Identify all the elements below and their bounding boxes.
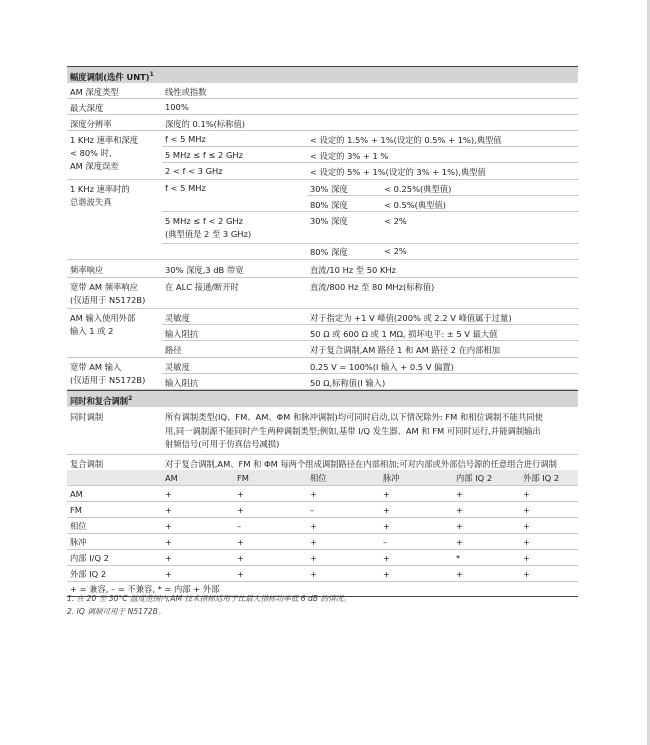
row-harmonic-distortion [67, 180, 578, 260]
row-am-external-input [67, 309, 578, 358]
matrix-cell: + [307, 486, 380, 502]
row-wideband-response [67, 278, 578, 309]
param: 输入阻抗 [165, 329, 199, 339]
row-label [70, 183, 130, 209]
param: 灵敏度 [165, 362, 190, 372]
table-row [67, 566, 578, 582]
text-line: 用,同一调制源不能同时产生两种调制类型;例如,基带 I/Q 发生器、AM 和 FM 可同时运行,并能调制输出 [165, 425, 541, 436]
sub-row [162, 325, 578, 341]
distortion-value: < 0.25%(典型值) [384, 184, 452, 194]
row-depth-resolution [67, 115, 578, 131]
section-title: 同时和复合调制 [70, 395, 129, 406]
footnote: 2. IQ 调制可用于 N5172B。 [67, 607, 166, 616]
text-line: 所有调制类型(IQ、FM、AM、ΦM 和脉冲调制)均可同时启动,以下情况除外: FM 和相位调制不能共同使 [165, 412, 543, 422]
row-composite-modulation [67, 455, 578, 470]
row-label: 同时调制 [70, 412, 104, 422]
sub-row [162, 358, 578, 374]
param: 路径 [165, 345, 182, 355]
section-header-am [67, 66, 578, 83]
matrix-header-row [67, 470, 578, 486]
freq-range: f < 5 MHz [165, 183, 206, 193]
matrix-cell: – [380, 534, 453, 550]
matrix-cell: + [520, 486, 578, 502]
label-line: AM 深度误差 [70, 161, 119, 171]
label-line: 宽带 AM 频率响应 [70, 282, 138, 292]
row-label [70, 281, 145, 307]
sub-row [162, 196, 578, 211]
row-value: 对于复合调制,AM、FM 和 ΦM 每两个组成调制路径在内部相加;可对内部或外部信号源的任意组合进行调制 [165, 459, 557, 469]
param-value: 0.25 V = 100%(I 输入 + 0.5 V 偏置) [310, 362, 454, 372]
matrix-row-label: 内部 I/Q 2 [67, 550, 162, 566]
compatibility-matrix [67, 470, 578, 582]
matrix-cell: + [520, 566, 578, 582]
sub-row [162, 341, 578, 356]
label-line: 1 KHz 速率和深度 [70, 135, 139, 145]
sub-row [162, 180, 578, 195]
matrix-cell: + [234, 550, 307, 566]
accuracy-value: < 设定的 3% + 1 % [310, 151, 389, 161]
matrix-cell: + [234, 502, 307, 518]
matrix-cell: + [380, 518, 453, 534]
row-label [70, 312, 135, 338]
label-line: 总谐波失真 [70, 197, 112, 207]
depth: 80% 深度 [310, 247, 348, 257]
matrix-cell: + [520, 518, 578, 534]
table-row [67, 502, 578, 518]
matrix-cell: + [234, 534, 307, 550]
param-value: 50 Ω 或 600 Ω 或 1 MΩ, 损坏电平: ± 5 V 最大值 [310, 329, 498, 339]
sub-row [162, 212, 578, 242]
row-label: 复合调制 [70, 459, 104, 469]
table-row [67, 550, 578, 566]
row-label: 频率响应 [70, 265, 104, 275]
matrix-row-label: 外部 IQ 2 [67, 566, 162, 582]
row-am-depth-type [67, 83, 578, 99]
freq-range: 5 MHz ≤ f ≤ 2 GHz [165, 150, 243, 160]
row-value: 30% 深度,3 dB 带宽 [165, 265, 244, 275]
row-frequency-response [67, 260, 578, 278]
matrix-cell: + [162, 566, 234, 582]
matrix-cell: + [453, 502, 520, 518]
row-simultaneous-modulation [67, 407, 578, 455]
label-line: 输入 1 或 2 [70, 326, 114, 336]
matrix-cell: + [307, 550, 380, 566]
row-value [165, 411, 543, 452]
sub-row [162, 163, 578, 178]
table-row [67, 486, 578, 502]
param-value: 50 Ω,标称值(I 输入) [310, 378, 386, 388]
matrix-cell: * [453, 550, 520, 566]
matrix-header-cell: 相位 [307, 470, 380, 486]
matrix-row-label: 相位 [67, 518, 162, 534]
matrix-cell: + [453, 486, 520, 502]
row-am-depth-error [67, 131, 578, 180]
sub-row [162, 131, 578, 147]
sub-row [162, 244, 578, 259]
label-line: < 80% 时, [70, 148, 112, 158]
matrix-row-label: 脉冲 [67, 534, 162, 550]
footnotes [67, 592, 351, 618]
row-label: 深度分辨率 [70, 119, 112, 129]
matrix-row-label: AM [67, 486, 162, 502]
footnote-ref: 1 [149, 71, 154, 78]
row-value-2: 直流/10 Hz 至 50 KHz [310, 265, 396, 275]
matrix-cell: + [520, 550, 578, 566]
table-row [67, 534, 578, 550]
param: 灵敏度 [165, 313, 190, 323]
matrix-cell: + [234, 566, 307, 582]
depth: 30% 深度 [310, 216, 348, 226]
matrix-header-cell: 内部 IQ 2 [453, 470, 520, 486]
depth: 80% 深度 [310, 200, 348, 210]
row-wideband-input [67, 358, 578, 390]
row-value: 线性或指数 [165, 87, 207, 97]
matrix-cell: + [162, 518, 234, 534]
footnote: 1. 在 20 至 30°C 温度范围内,AM 技术指标适用于比最大指标功率低 6 dB 的情况。 [67, 594, 351, 603]
freq-range [165, 215, 251, 241]
row-label [70, 361, 145, 387]
accuracy-value: < 设定的 5% + 1%(设定的 3% + 1%),典型值 [310, 167, 486, 177]
label-line: 1 KHz 速率时的 [70, 184, 130, 194]
label-line: 宽带 AM 输入 [70, 362, 122, 372]
footnote-ref: 2 [128, 395, 133, 402]
text-line: 射频信号(可用于仿真信号减损) [165, 439, 280, 449]
matrix-cell: + [162, 550, 234, 566]
matrix-cell: + [307, 566, 380, 582]
row-label: AM 深度类型 [70, 87, 119, 97]
matrix-cell: + [453, 566, 520, 582]
matrix-cell: + [380, 486, 453, 502]
sub-row [162, 374, 578, 389]
param-value: 对于复合调制,AM 路径 1 和 AM 路径 2 在内部相加 [310, 345, 501, 355]
matrix-cell: + [453, 518, 520, 534]
table-row [67, 518, 578, 534]
section-title: 幅度调制(选件 UNT) [70, 71, 150, 82]
matrix-cell: + [162, 486, 234, 502]
matrix-row-label: FM [67, 502, 162, 518]
matrix-cell: – [234, 518, 307, 534]
matrix-header-cell: 脉冲 [380, 470, 453, 486]
sub-row [162, 147, 578, 163]
matrix-cell: + [162, 502, 234, 518]
row-label [70, 134, 138, 173]
freq-line: (典型值是 2 至 3 GHz) [165, 229, 252, 239]
label-line: AM 输入使用外部 [70, 313, 136, 323]
row-label: 最大深度 [70, 103, 104, 113]
depth: 30% 深度 [310, 184, 348, 194]
freq-range: f < 5 MHz [165, 134, 206, 144]
matrix-cell: + [520, 502, 578, 518]
matrix-cell: + [380, 550, 453, 566]
section-header-composite [67, 390, 578, 407]
distortion-value: < 0.5%(典型值) [384, 200, 447, 210]
matrix-cell: + [380, 502, 453, 518]
matrix-header-cell: 外部 IQ 2 [520, 470, 578, 486]
row-value: 在 ALC 接通/断开时 [165, 282, 239, 292]
param: 输入阻抗 [165, 378, 199, 388]
row-max-depth [67, 99, 578, 115]
matrix-cell: + [307, 534, 380, 550]
matrix-cell: – [307, 502, 380, 518]
label-line: (仅适用于 N5172B) [70, 375, 146, 385]
matrix-header-cell [67, 470, 162, 486]
freq-line: 5 MHz ≤ f < 2 GHz [165, 216, 243, 226]
sub-row [162, 309, 578, 325]
accuracy-value: < 设定的 1.5% + 1%(设定的 0.5% + 1%),典型值 [310, 135, 502, 145]
matrix-cell: + [234, 486, 307, 502]
freq-range: 2 < f < 3 GHz [165, 166, 223, 176]
matrix-cell: + [453, 534, 520, 550]
distortion-value: < 2% [384, 216, 407, 226]
param-value: 对于指定为 +1 V 峰值(200% 或 2.2 V 峰值属于过量) [310, 313, 512, 323]
matrix-cell: + [380, 566, 453, 582]
row-value-2: 直流/800 Hz 至 80 MHz(标称值) [310, 282, 435, 292]
row-value: 100% [165, 102, 189, 112]
matrix-cell: + [520, 534, 578, 550]
spec-table [67, 66, 578, 597]
matrix-header-cell: FM [234, 470, 307, 486]
matrix-cell: + [307, 518, 380, 534]
matrix-legend: + = 兼容, – = 不兼容, * = 内部 + 外部 [67, 582, 578, 597]
matrix-header-cell: AM [162, 470, 234, 486]
distortion-value: < 2% [384, 246, 407, 256]
matrix-cell: + [162, 534, 234, 550]
row-value: 深度的 0.1%(标称值) [165, 119, 245, 129]
label-line: (仅适用于 N5172B) [70, 295, 146, 305]
